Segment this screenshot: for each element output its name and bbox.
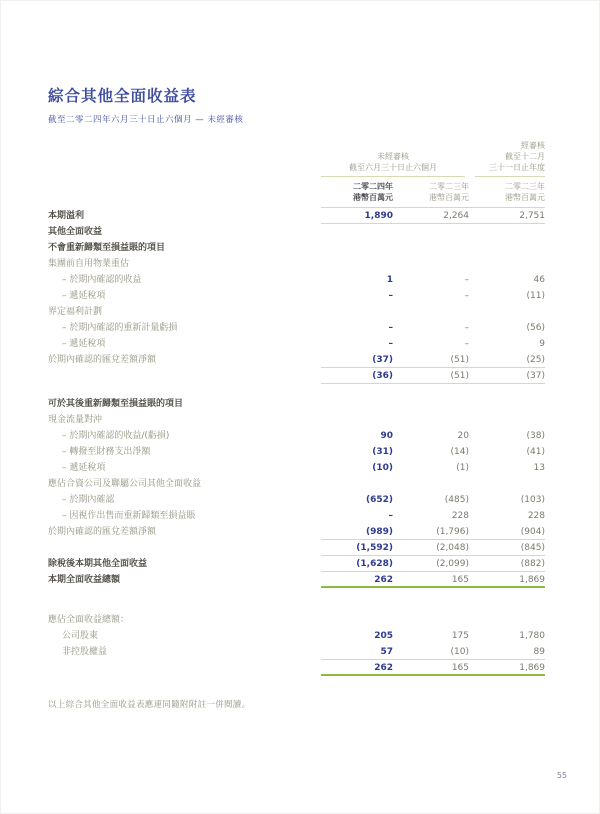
value-cell: – [464,339,469,349]
row-values [321,660,545,676]
table-row [48,368,545,384]
value-cell: (485) [444,495,469,505]
row-label: 於期內確認的匯兌差額淨額 [48,527,157,537]
value-cell: 1,780 [519,631,545,641]
row-label: 本期溢利 [48,211,85,221]
value-cell: 165 [451,663,469,673]
page-title: 綜合其他全面收益表 [48,87,197,105]
value-cell: (904) [520,527,545,537]
table-row [48,256,545,272]
row-values [321,256,545,272]
value-cell: – [388,511,393,521]
row-values [321,412,545,428]
row-label: 應佔合資公司及聯屬公司其他全面收益 [48,479,202,489]
row-values [321,428,545,444]
value-cell [469,412,545,428]
row-label: – 於期內確認的收益 [62,275,142,285]
table-rows [48,208,545,676]
value-cell: 1,869 [519,663,545,673]
row-label: 現金流量對沖 [48,415,103,425]
table-row [48,412,545,428]
row-values [321,288,545,304]
table-row [48,288,545,304]
group-audited-line2: 截至十二月 [505,152,545,161]
row-label: – 遞延稅項 [62,339,106,349]
value-cell [321,224,393,240]
row-values [321,336,545,352]
value-cell: 2,264 [443,211,469,221]
header-label-spacer [48,140,321,208]
value-cell: (1,628) [356,559,393,569]
table-row [48,352,545,368]
value-cell [393,412,469,428]
value-cell: (11) [526,291,545,301]
page-subtitle: 截至二零二四年六月三十日止六個月 — 未經審核 [48,115,244,125]
value-cell: (845) [520,543,545,553]
value-cell: (56) [526,323,545,333]
row-label: 可於其後重新歸類至損益賬的項目 [48,399,184,409]
row-label: 集團前自用物業重估 [48,259,130,269]
row-values [321,208,545,224]
row-values [321,508,545,524]
row-label: – 遞延稅項 [62,463,106,473]
value-cell: 1 [386,275,393,285]
value-cell: (882) [520,559,545,569]
value-cell: (38) [526,431,545,441]
table-row [48,628,545,644]
row-label [48,540,321,556]
value-cell: (14) [450,447,469,457]
page-number: 55 [556,771,567,780]
table-row [48,336,545,352]
group-unaudited-line2: 截至六月三十日止六個月 [349,163,437,172]
table-row [48,224,545,240]
value-cell: (51) [450,371,469,381]
column-year-headers [321,177,545,208]
table-row [48,556,545,572]
statement-content [48,0,545,710]
value-cell: – [388,339,393,349]
value-cell: 2,751 [519,211,545,221]
value-cell [321,612,393,628]
row-label: – 因視作出售而重新歸類至損益賬 [62,511,196,521]
value-cell: (10) [450,647,469,657]
column-groups [321,140,545,177]
row-label: – 於期內確認的重新計量虧損 [62,323,178,333]
value-cell: (103) [520,495,545,505]
header-values-area [321,140,545,208]
table-row [48,240,545,256]
row-values [321,572,545,588]
value-cell: (10) [372,463,393,473]
value-cell [321,396,393,412]
row-label: 於期內確認的匯兌差額淨額 [48,355,157,365]
row-values [321,224,545,240]
value-cell: 262 [374,663,393,673]
value-cell: – [464,323,469,333]
value-cell: 9 [539,339,545,349]
table-row [48,320,545,336]
row-values [321,492,545,508]
value-cell: (31) [372,447,393,457]
value-cell: 205 [374,631,393,641]
row-values [321,396,545,412]
table-row [48,444,545,460]
value-cell: – [464,275,469,285]
table-row [48,428,545,444]
value-cell: 20 [457,431,469,441]
value-cell: (989) [365,527,393,537]
table-row [48,272,545,288]
group-audited-line3: 三十一日止年度 [489,163,545,172]
table-row [48,208,545,224]
value-cell: (1,592) [356,543,393,553]
value-cell [469,476,545,492]
value-cell: (2,048) [436,543,469,553]
value-cell [321,304,393,320]
value-cell: 13 [533,463,545,473]
value-cell [469,304,545,320]
column-header-2023-halfyear: 二零二三年 港幣百萬元 [429,182,469,202]
value-cell: – [388,323,393,333]
table-row [48,572,545,588]
value-cell: (37) [526,371,545,381]
table-row [48,508,545,524]
value-cell [393,612,469,628]
row-values [321,272,545,288]
footnote: 以上綜合其他全面收益表應連同隨附附註一併閱讀。 [48,700,251,710]
table-row [48,644,545,660]
value-cell [393,240,469,256]
row-label [48,368,321,384]
value-cell: (37) [372,355,393,365]
value-cell [469,396,545,412]
value-cell [469,224,545,240]
table-row [48,304,545,320]
value-cell: (1) [456,463,469,473]
value-cell: 228 [527,511,545,521]
value-cell: (51) [450,355,469,365]
row-label [48,660,321,676]
column-group-unaudited [321,151,465,177]
column-header-2023-fullyear: 二零二三年 港幣百萬元 [505,182,545,202]
row-values [321,460,545,476]
table-row [48,476,545,492]
value-cell: 89 [533,647,545,657]
value-cell: (41) [526,447,545,457]
value-cell [469,240,545,256]
row-values [321,612,545,628]
value-cell: – [388,291,393,301]
column-group-audited [475,140,545,177]
value-cell: 165 [451,575,469,585]
value-cell [393,224,469,240]
row-values [321,352,545,368]
value-cell [321,412,393,428]
row-values [321,556,545,572]
value-cell [321,476,393,492]
row-spacer [48,384,545,396]
row-label: – 轉撥至財務支出淨額 [62,447,151,457]
value-cell: (1,796) [436,527,469,537]
value-cell: (25) [526,355,545,365]
value-cell: 175 [451,631,469,641]
value-cell: 57 [380,647,393,657]
row-label: 非控股權益 [62,647,108,657]
value-cell [321,256,393,272]
value-cell: (2,099) [436,559,469,569]
row-label: – 遞延稅項 [62,291,106,301]
value-cell: 1,890 [364,211,393,221]
table-header [48,140,545,208]
row-label: 界定福利計劃 [48,307,103,317]
row-label: 其他全面收益 [48,227,103,237]
row-label: 本期全面收益總額 [48,575,121,585]
table-row [48,492,545,508]
row-label: 應佔全面收益總額： [48,615,130,625]
value-cell: – [464,291,469,301]
row-spacer [48,588,545,612]
value-cell: (36) [372,371,393,381]
table-row [48,460,545,476]
table-row [48,540,545,556]
value-cell [321,240,393,256]
value-cell [393,396,469,412]
value-cell: 1,869 [519,575,545,585]
group-unaudited-line1: 未經審核 [377,152,409,161]
row-label: 除稅後本期其他全面收益 [48,559,148,569]
table-row [48,612,545,628]
row-values [321,540,545,556]
row-values [321,240,545,256]
row-values [321,524,545,540]
row-values [321,368,545,384]
value-cell [393,304,469,320]
value-cell [469,612,545,628]
row-label: 公司股東 [62,631,99,641]
value-cell: 90 [380,431,393,441]
table-row [48,396,545,412]
value-cell: 228 [451,511,469,521]
row-values [321,628,545,644]
row-label: 不會重新歸類至損益賬的項目 [48,243,166,253]
row-label: – 於期內確認 [62,495,115,505]
value-cell [393,256,469,272]
row-values [321,320,545,336]
row-label: – 於期內確認的收益/(虧損) [62,431,170,441]
row-values [321,444,545,460]
value-cell: (652) [365,495,393,505]
value-cell: 46 [533,275,545,285]
column-header-2024: 二零二四年 港幣百萬元 [353,182,393,202]
value-cell [393,476,469,492]
value-cell: 262 [374,575,393,585]
value-cell [469,256,545,272]
table-row [48,524,545,540]
row-values [321,476,545,492]
group-audited-line1: 經審核 [521,141,545,150]
row-values [321,644,545,660]
table-row [48,660,545,676]
row-values [321,304,545,320]
